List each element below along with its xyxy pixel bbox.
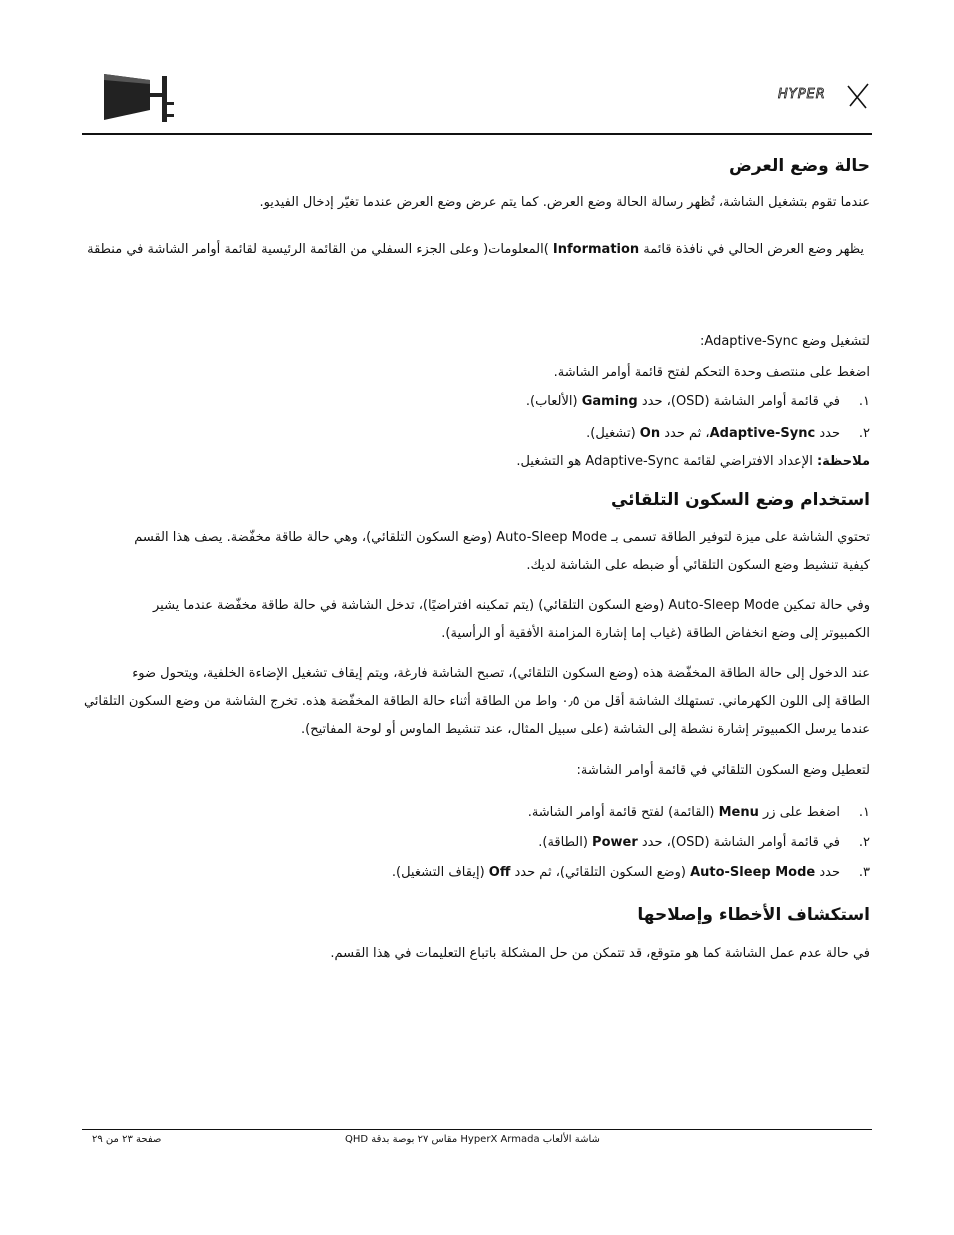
paragraph-troubleshooting: في حالة عدم عمل الشاشة كما هو متوقع، قد تتمكن من حل المشكلة باتباع التعليمات في هذا القسم. bbox=[330, 946, 870, 961]
paragraph-adaptive-sync-press: اضغط على منتصف وحدة التحكم لفتح قائمة أوامر الشاشة. bbox=[553, 365, 870, 380]
paragraph-display-status-2: يظهر وضع العرض الحالي في نافذة قائمة Information )المعلومات( وعلى الجزء السفلي من القائمة الرئيسية لقائمة أوامر الشاشة في منطقة bbox=[87, 242, 864, 257]
monitor-arm-icon bbox=[104, 72, 176, 124]
paragraph-auto-sleep-1: تحتوي الشاشة على ميزة لتوفير الطاقة تسمى بـ Auto-Sleep Mode (وضع السكون التلقائي)، وهي حالة طاقة مخفّضة. يصف هذا القسم كيفية تنشيط وضع السكون التلقائي أو ضبطه على الشاشة لديك. bbox=[134, 530, 870, 573]
list-item: ٢.حدد Adaptive-Sync، ثم حدد On (تشغيل). bbox=[586, 426, 870, 441]
header-rule bbox=[82, 133, 872, 135]
paragraph-auto-sleep-disable: لتعطيل وضع السكون التلقائي في قائمة أوامر الشاشة: bbox=[576, 763, 870, 778]
list-item: ١.في قائمة أوامر الشاشة (OSD)، حدد Gaming (الألعاب). bbox=[525, 394, 870, 409]
section-heading-auto-sleep: استخدام وضع السكون التلقائي bbox=[610, 490, 870, 510]
footer-title: شاشة الألعاب HyperX Armada مقاس ٢٧ بوصة بدقة QHD bbox=[345, 1134, 600, 1145]
footer-rule bbox=[82, 1129, 872, 1130]
list-item: ٢.في قائمة أوامر الشاشة (OSD)، حدد Power (الطاقة). bbox=[538, 835, 870, 850]
list-item: ١.اضغط على زر Menu (القائمة) لفتح قائمة أوامر الشاشة. bbox=[527, 805, 870, 820]
list-item: ٣.حدد Auto-Sleep Mode (وضع السكون التلقائي)، ثم حدد Off (إيقاف التشغيل). bbox=[391, 865, 870, 880]
section-heading-troubleshooting: استكشاف الأخطاء وإصلاحها bbox=[637, 905, 870, 925]
paragraph-auto-sleep-3: عند الدخول إلى حالة الطاقة المخفّضة هذه (وضع السكون التلقائي)، تصبح الشاشة فارغة، ويتم إيقاف تشغيل الإضاءة الخلفية، ويتحول ضوء الطاقة إلى اللون الكهرماني. تستهلك الشاشة أقل من ٠٫٥ واط من الطاقة أثناء حالة الطاقة المخفّضة هذه. تخرج الشاشة من وضع السكون التلقائي عندما يرسل الكمبيوتر إشارة نشطة إلى الشاشة (على سبيل المثال، عند تنشيط الماوس أو لوحة المفاتيح). bbox=[83, 666, 870, 737]
hyperx-logo bbox=[776, 80, 872, 110]
section-heading-display-status: حالة وضع العرض bbox=[728, 156, 870, 176]
note-adaptive-sync: ملاحظة: الإعداد الافتراضي لقائمة Adaptive-Sync هو التشغيل. bbox=[516, 454, 870, 469]
paragraph-adaptive-sync-intro: لتشغيل وضع Adaptive-Sync: bbox=[700, 334, 870, 349]
footer-page-number: صفحة ٢٣ من ٢٩ bbox=[92, 1134, 162, 1145]
paragraph-auto-sleep-2: وفي حالة تمكين Auto-Sleep Mode (وضع السكون التلقائي) (يتم تمكينه افتراضيًا)، تدخل الشاشة في حالة طاقة مخفّضة عندما يشير الكمبيوتر إلى وضع انخفاض الطاقة (غياب إما إشارة المزامنة الأفقية أو الرأسية). bbox=[152, 598, 870, 641]
paragraph-display-status-1: عندما تقوم بتشغيل الشاشة، تُظهر رسالة الحالة وضع العرض. كما يتم عرض وضع العرض عندما تغيّر إدخال الفيديو. bbox=[259, 195, 870, 210]
svg-text:HYPER: HYPER bbox=[778, 87, 826, 102]
